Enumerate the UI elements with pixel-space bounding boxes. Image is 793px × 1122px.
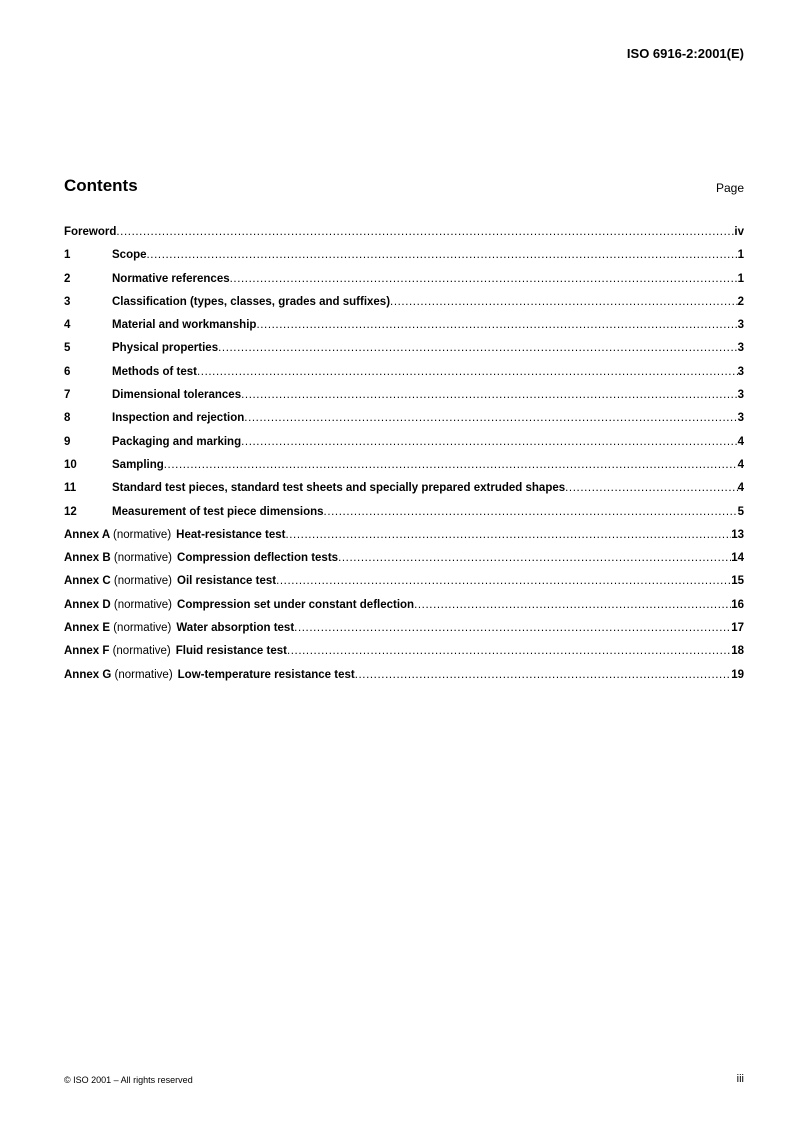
toc-entry-number: 2 bbox=[64, 272, 71, 285]
toc-entry-section[interactable] bbox=[64, 506, 744, 529]
toc-entry-number: 5 bbox=[64, 342, 71, 355]
document-id-header: ISO 6916-2:2001(E) bbox=[626, 46, 744, 61]
toc-annex-type: (normative) bbox=[113, 598, 173, 611]
toc-dot-leader bbox=[276, 575, 731, 587]
toc-entry-title: Inspection and rejection bbox=[112, 412, 245, 425]
toc-annex-prefix bbox=[64, 575, 172, 587]
toc-dot-leader bbox=[355, 669, 732, 681]
toc-entry-page: 1 bbox=[737, 272, 744, 285]
toc-dot-leader bbox=[256, 319, 737, 331]
toc-dot-leader bbox=[294, 622, 731, 634]
toc-entry-number: 7 bbox=[64, 389, 71, 402]
toc-entry-title: Normative references bbox=[112, 272, 230, 285]
toc-annex-prefix bbox=[64, 645, 171, 657]
toc-entry-title: Compression set under constant deflection bbox=[177, 598, 415, 611]
toc-entry-annex[interactable] bbox=[64, 669, 744, 692]
toc-annex-label: Annex D bbox=[64, 598, 111, 611]
toc-annex-label: Annex E bbox=[64, 622, 111, 635]
toc-dot-leader bbox=[414, 599, 731, 611]
page-column-label: Page bbox=[715, 181, 744, 195]
footer-page-number: iii bbox=[736, 1073, 744, 1085]
toc-entry-page: 3 bbox=[737, 365, 744, 378]
toc-annex-label: Annex C bbox=[64, 575, 111, 588]
toc-entry-title: Foreword bbox=[64, 226, 117, 238]
toc-annex-type: (normative) bbox=[112, 645, 171, 658]
toc-entry-number: 1 bbox=[64, 249, 71, 262]
toc-annex-type: (normative) bbox=[113, 575, 173, 588]
toc-entry-title: Oil resistance test bbox=[177, 575, 277, 588]
toc-annex-prefix bbox=[64, 529, 171, 541]
toc-entry-section[interactable] bbox=[64, 319, 744, 342]
toc-entry-page: 2 bbox=[737, 295, 744, 308]
toc-entry-section[interactable] bbox=[64, 273, 744, 296]
toc-entry-section[interactable] bbox=[64, 389, 744, 412]
toc-entry-page: 19 bbox=[731, 668, 744, 681]
contents-heading: Contents bbox=[64, 176, 138, 195]
toc-dot-leader bbox=[241, 436, 737, 448]
toc-entry-title: Standard test pieces, standard test sheets and specially prepared extruded shapes bbox=[112, 482, 566, 495]
toc-entry-section[interactable] bbox=[64, 249, 744, 272]
toc-entry-page: 1 bbox=[737, 249, 744, 262]
toc-entry-page: 15 bbox=[731, 575, 744, 588]
toc-entry-page: 3 bbox=[737, 412, 744, 425]
toc-entry-title: Packaging and marking bbox=[112, 435, 242, 448]
toc-entry-annex[interactable] bbox=[64, 622, 744, 645]
toc-entry-page: 4 bbox=[737, 435, 744, 448]
toc-entry-section[interactable] bbox=[64, 459, 744, 482]
toc-entry-section[interactable] bbox=[64, 296, 744, 319]
toc-entry-number: 4 bbox=[64, 319, 71, 332]
toc-entry-annex[interactable] bbox=[64, 599, 744, 622]
toc-annex-label: Annex A bbox=[64, 528, 110, 541]
toc-dot-leader bbox=[147, 249, 738, 261]
toc-entry-page: 18 bbox=[731, 645, 744, 658]
toc-entry-number: 6 bbox=[64, 365, 71, 378]
toc-annex-type: (normative) bbox=[113, 528, 172, 541]
toc-dot-leader bbox=[241, 389, 737, 401]
toc-entry-page: 3 bbox=[737, 342, 744, 355]
toc-entry-title: Physical properties bbox=[112, 342, 219, 355]
toc-dot-leader bbox=[287, 645, 731, 657]
toc-entry-section[interactable] bbox=[64, 366, 744, 389]
toc-entry-title: Sampling bbox=[112, 458, 164, 471]
toc-entry-section[interactable] bbox=[64, 482, 744, 505]
toc-entry-annex[interactable] bbox=[64, 575, 744, 598]
toc-annex-prefix bbox=[64, 599, 172, 611]
toc-entry-title: Heat-resistance test bbox=[176, 528, 286, 541]
toc-entry-title: Methods of test bbox=[112, 365, 197, 378]
toc-entry-page: iv bbox=[734, 226, 744, 238]
toc-entry-title: Dimensional tolerances bbox=[112, 389, 242, 402]
toc-dot-leader bbox=[230, 273, 738, 285]
toc-entry-page: 13 bbox=[731, 528, 744, 541]
toc-dot-leader bbox=[218, 342, 737, 354]
toc-entry-number: 12 bbox=[64, 505, 77, 518]
footer-copyright: © ISO 2001 – All rights reserved bbox=[64, 1075, 193, 1085]
toc-entry-title: Measurement of test piece dimensions bbox=[112, 505, 324, 518]
toc-annex-label: Annex G bbox=[64, 668, 112, 681]
toc-annex-prefix bbox=[64, 552, 172, 564]
toc-entry-title: Classification (types, classes, grades and suffixes) bbox=[112, 295, 391, 308]
toc-entry-number: 8 bbox=[64, 412, 71, 425]
toc-entry-title: Low-temperature resistance test bbox=[177, 668, 355, 681]
toc-entry-page: 14 bbox=[731, 552, 744, 565]
toc-dot-leader bbox=[338, 552, 731, 564]
toc-entry-page: 4 bbox=[737, 482, 744, 495]
toc-entry-annex[interactable] bbox=[64, 529, 744, 552]
toc-entry-page: 5 bbox=[737, 505, 744, 518]
toc-dot-leader bbox=[116, 226, 734, 238]
toc-entry-page: 3 bbox=[737, 319, 744, 332]
toc-entry-annex[interactable] bbox=[64, 645, 744, 668]
toc-entry-section[interactable] bbox=[64, 342, 744, 365]
toc-entry-annex[interactable] bbox=[64, 552, 744, 575]
toc-entry-title: Scope bbox=[112, 249, 147, 262]
toc-entry-page: 17 bbox=[731, 622, 744, 635]
toc-annex-label: Annex F bbox=[64, 645, 110, 658]
toc-entry-title: Material and workmanship bbox=[112, 319, 257, 332]
toc-entry-number: 10 bbox=[64, 458, 77, 471]
table-of-contents bbox=[64, 226, 744, 692]
toc-annex-type: (normative) bbox=[113, 622, 172, 635]
toc-entry-number: 11 bbox=[64, 482, 77, 495]
toc-entry-page: 16 bbox=[731, 598, 744, 611]
toc-dot-leader bbox=[565, 482, 737, 494]
toc-annex-prefix bbox=[64, 622, 171, 634]
toc-entry-page: 3 bbox=[737, 389, 744, 402]
toc-entry-number: 3 bbox=[64, 295, 71, 308]
toc-dot-leader bbox=[197, 366, 738, 378]
toc-annex-type: (normative) bbox=[114, 668, 173, 681]
toc-entry-title: Compression deflection tests bbox=[177, 552, 339, 565]
toc-entry-title: Fluid resistance test bbox=[175, 645, 287, 658]
toc-dot-leader bbox=[324, 506, 738, 518]
toc-annex-type: (normative) bbox=[113, 552, 173, 565]
toc-dot-leader bbox=[390, 296, 738, 308]
toc-entry-number: 9 bbox=[64, 435, 71, 448]
toc-annex-label: Annex B bbox=[64, 552, 111, 565]
toc-annex-prefix bbox=[64, 669, 173, 681]
toc-entry-foreword[interactable] bbox=[64, 226, 744, 249]
toc-dot-leader bbox=[164, 459, 738, 471]
toc-entry-section[interactable] bbox=[64, 412, 744, 435]
toc-dot-leader bbox=[244, 412, 737, 424]
toc-entry-page: 4 bbox=[737, 458, 744, 471]
toc-entry-title: Water absorption test bbox=[176, 622, 295, 635]
toc-entry-section[interactable] bbox=[64, 436, 744, 459]
toc-dot-leader bbox=[285, 529, 731, 541]
